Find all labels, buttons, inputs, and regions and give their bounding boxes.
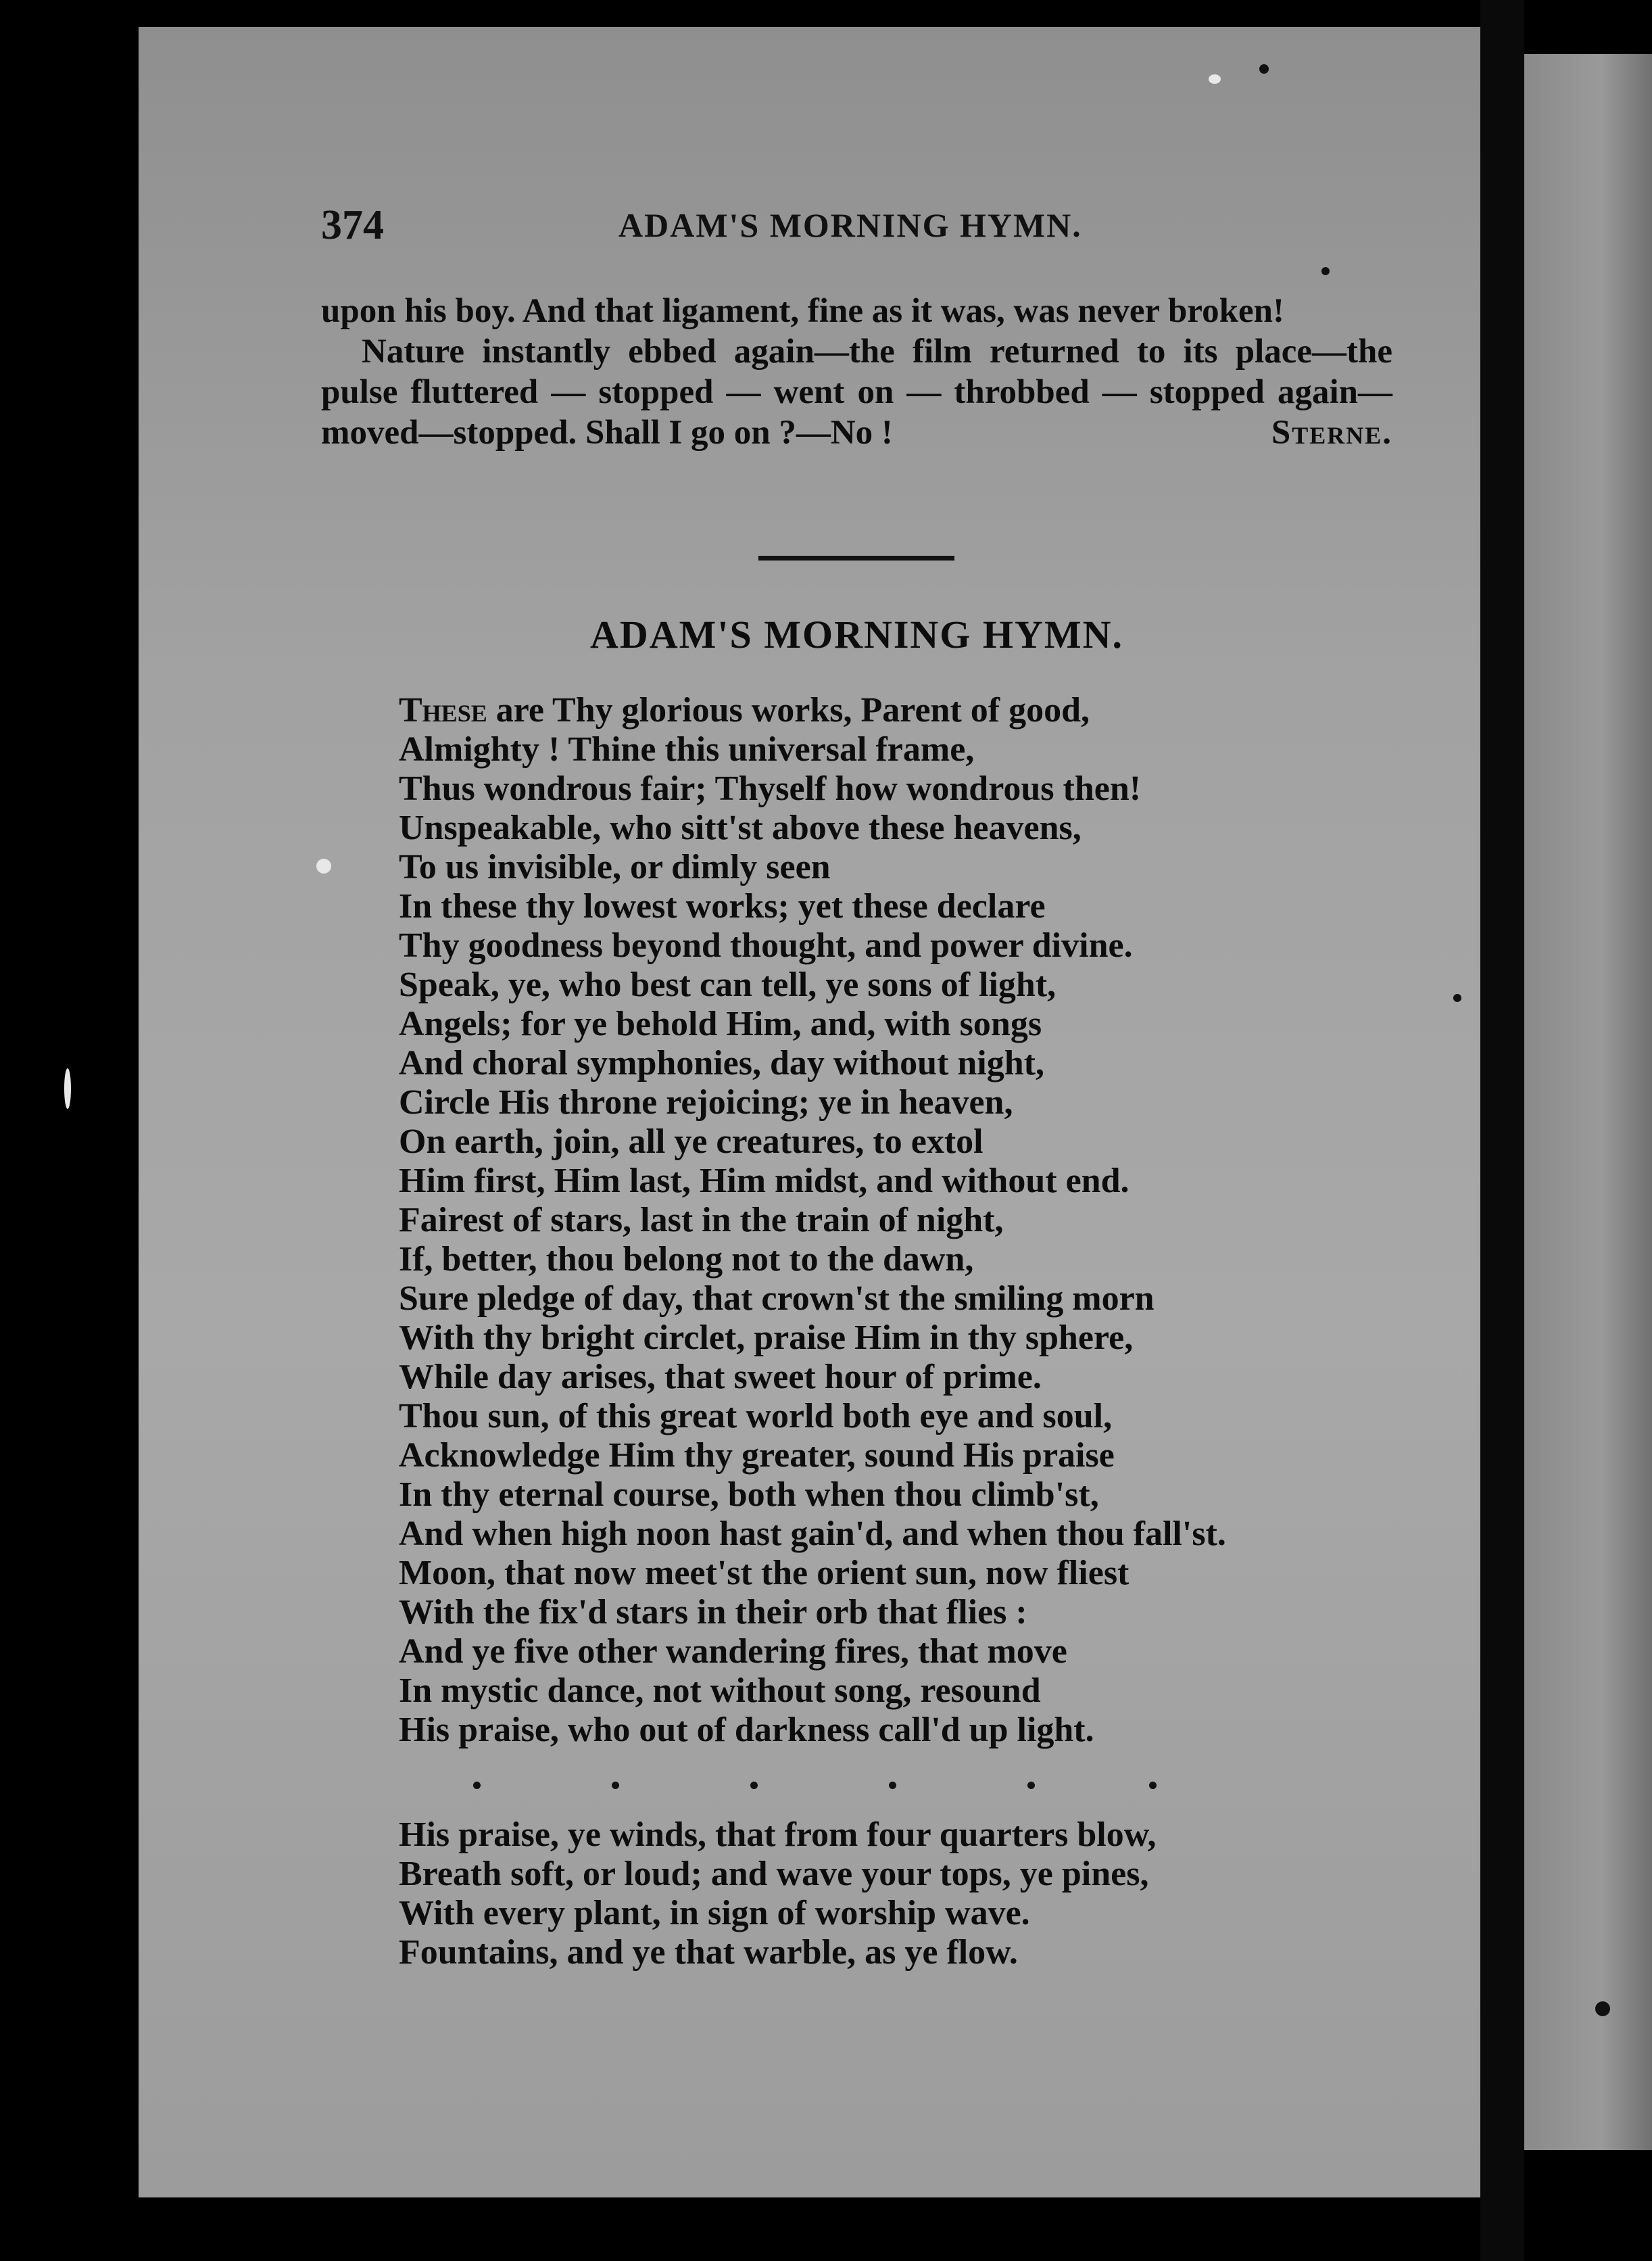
stanza-break-dots [473,1782,1217,1809]
ink-spot [1259,64,1269,74]
poem-line: Thus wondrous fair; Thyself how wondrous then! [399,769,1142,808]
stanza-dot [750,1782,758,1789]
stanza-dot [473,1782,481,1789]
page-number: 374 [321,202,384,248]
poem-line: And choral symphonies, day without night, [399,1044,1044,1082]
poem-line: Almighty ! Thine this universal frame, [399,730,975,769]
attribution: Sterne. [1271,414,1392,452]
poem-line: Fountains, and ye that warble, as ye flow. [399,1933,1018,1972]
poem-line: In mystic dance, not without song, resound [399,1671,1041,1710]
stanza-dot [889,1782,896,1789]
poem-line: Unspeakable, who sitt'st above these heavens, [399,809,1082,847]
ink-spot [1321,267,1330,275]
prose-paragraph-2 [321,331,1392,453]
running-head: ADAM'S MORNING HYMN. [618,206,1082,244]
poem-line: His praise, who out of darkness call'd up light. [399,1711,1094,1749]
poem-line: Moon, that now meet'st the orient sun, now fliest [399,1554,1129,1592]
prose-block [321,291,1392,453]
poem-first-word: These [399,691,487,730]
dust-speck [64,1068,71,1109]
stanza-dot [612,1782,619,1789]
stanza-dot [1027,1782,1035,1789]
poem-line: Fairest of stars, last in the train of night, [399,1201,1004,1239]
poem-line: If, better, thou belong not to the dawn, [399,1240,974,1279]
poem-line [399,691,1413,730]
poem-line: Breath soft, or loud; and wave your tops, ye pines, [399,1855,1149,1893]
poem-body [399,691,1413,1750]
poem-line: With thy bright circlet, praise Him in thy sphere, [399,1318,1134,1357]
prose-paragraph-1: upon his boy. And that ligament, fine as it was, was never broken! [321,292,1284,330]
poem-line: Thy goodness beyond thought, and power divine. [399,926,1133,965]
section-divider [758,556,954,561]
dust-speck [316,859,331,874]
ink-spot [1595,2001,1610,2016]
page-header [321,201,1430,256]
poem-line: To us invisible, or dimly seen [399,848,831,886]
book-gutter [1480,0,1524,2261]
poem-line: Thou sun, of this great world both eye and soul, [399,1397,1113,1435]
poem-line: Sure pledge of day, that crown'st the smiling morn [399,1279,1155,1318]
poem-line: Him first, Him last, Him midst, and without end. [399,1162,1129,1200]
poem-first-line-rest: are Thy glorious works, Parent of good, [487,691,1090,730]
poem-line: Acknowledge Him thy greater, sound His praise [399,1436,1115,1475]
facing-page-edge [1524,54,1652,2150]
poem-line: While day arises, that sweet hour of prime. [399,1358,1042,1396]
poem-line: Speak, ye, who best can tell, ye sons of light, [399,966,1056,1004]
poem-line: Angels; for ye behold Him, and, with songs [399,1005,1042,1043]
poem-line: And ye five other wandering fires, that move [399,1632,1067,1671]
prose-paragraph-2-text: Nature instantly ebbed again—the film returned to its place—the pulse fluttered — stopped — went on — throbbed — stopped again—moved—stopped. Shall I go on ?—No ! [321,333,1392,452]
ink-spot [1453,994,1461,1002]
poem-title: ADAM'S MORNING HYMN. [589,613,1124,657]
poem-line: With the fix'd stars in their orb that flies : [399,1593,1027,1632]
poem-line: In these thy lowest works; yet these declare [399,887,1046,926]
poem-line: And when high noon hast gain'd, and when thou fall'st. [399,1515,1226,1553]
poem-line: In thy eternal course, both when thou climb'st, [399,1475,1099,1514]
poem-line: Circle His throne rejoicing; ye in heaven, [399,1083,1013,1122]
poem-line: On earth, join, all ye creatures, to extol [399,1122,983,1161]
poem-line: His praise, ye winds, that from four quarters blow, [399,1815,1157,1854]
poem-line: With every plant, in sign of worship wave. [399,1894,1030,1932]
dust-speck [1209,74,1221,84]
poem-stanza-2 [399,1815,1413,1972]
stanza-dot [1149,1782,1157,1789]
